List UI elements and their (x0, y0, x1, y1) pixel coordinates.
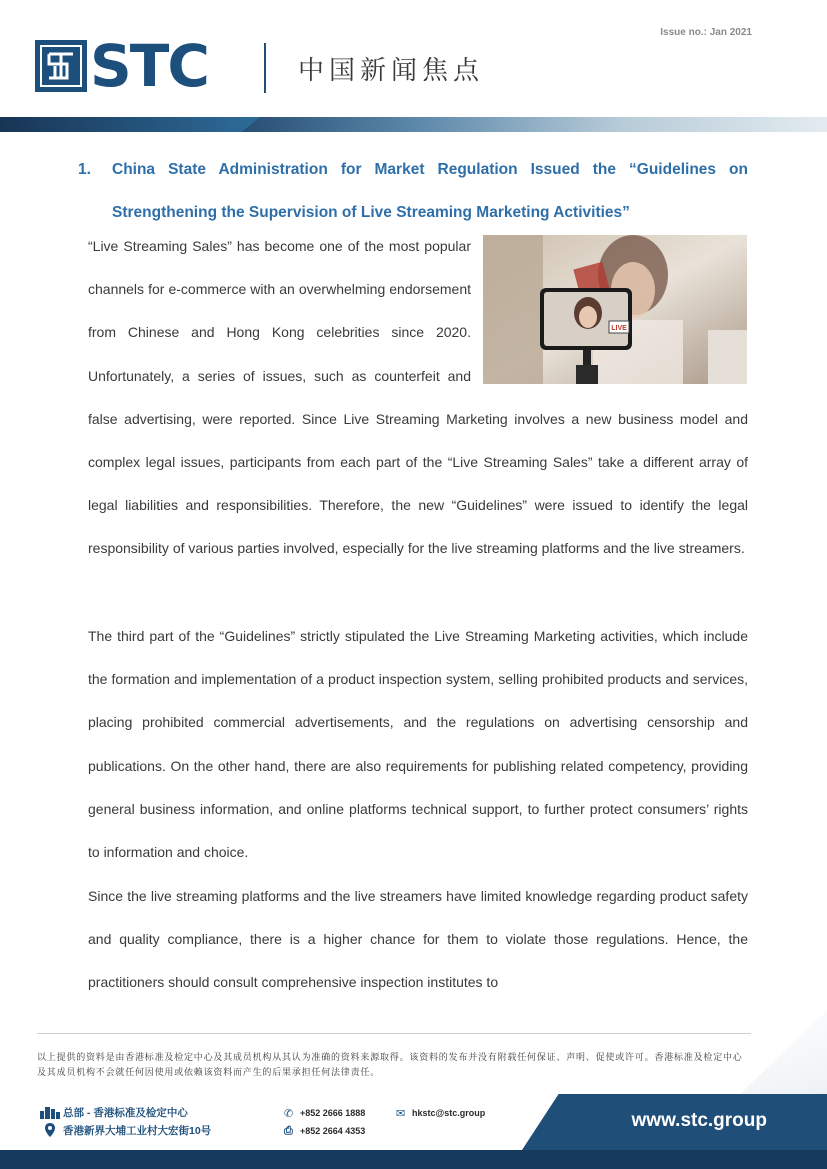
paragraph-1 (88, 225, 748, 571)
bottom-strip (0, 1150, 827, 1169)
article-heading (78, 148, 748, 234)
email-address[interactable]: hkstc@stc.group (412, 1108, 486, 1118)
footer-corner-decoration (740, 1010, 827, 1094)
article-title: China State Administration for Market Regulation Issued the “Guidelines on Strengthening the Supervision of Live Streaming Marketing Activities” (112, 161, 748, 221)
logo-text: STC (90, 32, 208, 100)
fax-number: +852 2664 4353 (300, 1126, 366, 1136)
phone-icon: ✆ (284, 1107, 294, 1120)
location-pin-icon (37, 1123, 63, 1137)
disclaimer: 以上提供的资料是由香港标准及检定中心及其成员机构从其认为准确的资料来源取得。该资料的发布并没有附载任何保证、声明、促使或许可。香港标准及检定中心及其成员机构不会就任何因使用或依赖该资料而产生的后果承担任何法律责任。 (37, 1052, 743, 1077)
article-number: 1. (78, 161, 91, 178)
paragraph-1-text: “Live Streaming Sales” has become one of the most popular channels for e-commerce with an overwhelming endorsement from Chinese and Hong Kong celebrities since 2020. Unfortunately, a series of issues, such as counterfeit and false advertising, were reported. Since Live Streaming Marketing involves a new business model and complex legal issues, participants from each part of the “Live Streaming Sales” take a different array of legal liabilities and responsibilities. Therefore, the new “Guidelines” were issued to identify the legal responsibility of various parties involved, especially for the live streaming platforms and the live streamers. (88, 238, 748, 557)
photo-live-sign: LIVE (611, 325, 627, 332)
building-icon (37, 1105, 63, 1119)
paragraph-2: The third part of the “Guidelines” strictly stipulated the Live Streaming Marketing activities, which include the formation and implementation of a product inspection system, selling prohibited products and services, placing prohibited commercial advertisements, and the regulations on advertising censorship and publications. On the other hand, there are also requirements for publishing related competency, providing general business information, and online platforms technical support, to further protect consumers’ rights to information and choice. (88, 628, 748, 861)
photo-float-spacer (471, 225, 748, 397)
headquarters-info (37, 1103, 211, 1139)
header-band-accent (0, 117, 260, 132)
fax-icon: ⎙ (284, 1124, 293, 1137)
phone-fax (284, 1104, 365, 1140)
issue-number: Issue no.: Jan 2021 (660, 27, 752, 38)
website-link[interactable]: www.stc.group (631, 1110, 767, 1131)
headquarters-address: 香港新界大埔工业村大宏街10号 (63, 1124, 212, 1137)
email-contact (396, 1104, 485, 1122)
publication-title: 中国新闻焦点 (298, 55, 485, 85)
stc-logo-mark-icon (35, 40, 87, 92)
stc-logo (35, 32, 208, 100)
paragraph-3: Since the live streaming platforms and the live streamers have limited knowledge regarding product safety and quality compliance, there is a higher chance for them to violate those regulations. Hence, the practitioners should consult comprehensive inspection institutes to (88, 888, 748, 991)
logo-separator (264, 43, 266, 93)
footer-divider (37, 1033, 751, 1034)
email-icon: ✉ (396, 1107, 406, 1120)
headquarters-label: 总部 - 香港标准及检定中心 (63, 1106, 188, 1119)
phone-number[interactable]: +852 2666 1888 (300, 1108, 366, 1118)
